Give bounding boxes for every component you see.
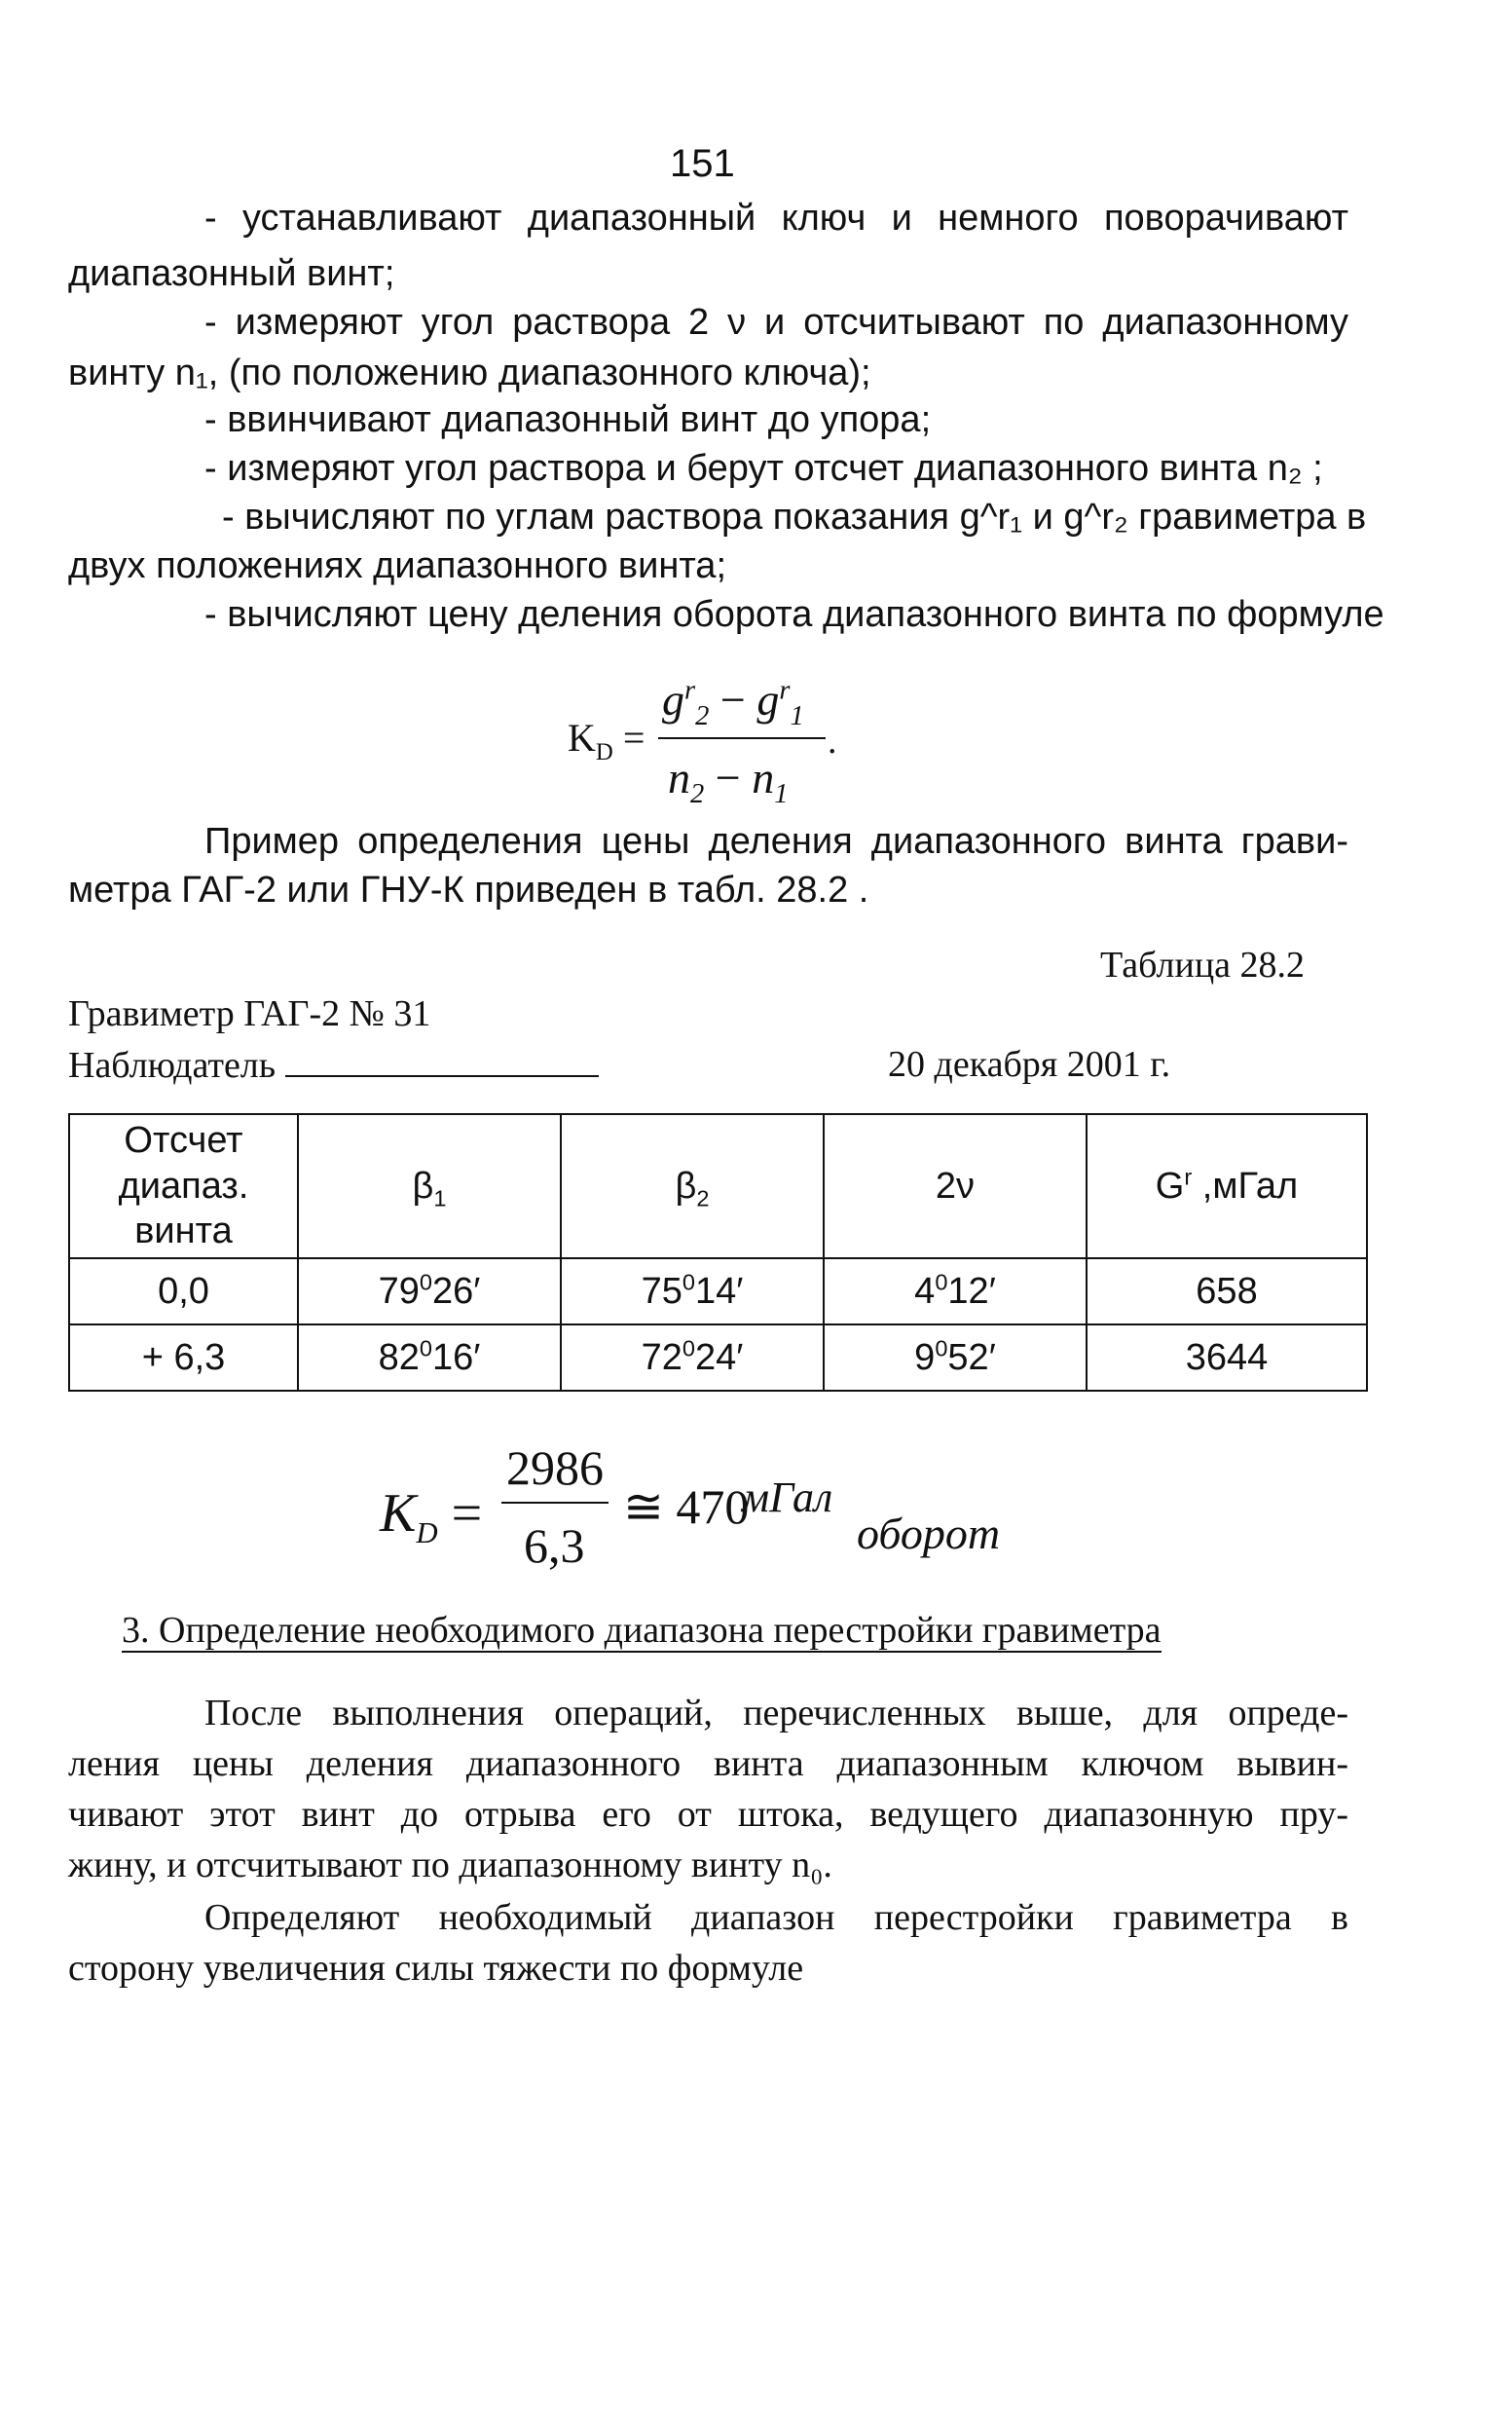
formula-result-lhs: $K_D$ =	[380, 1483, 483, 1550]
cell-beta1: $79^026'$	[298, 1258, 561, 1324]
page-number: 151	[670, 142, 735, 185]
step-line-3: - измеряют угол раствора 2 ν и отсчитывают по диапазонному	[204, 302, 1348, 343]
formula-result-denominator: 6,3	[524, 1518, 585, 1573]
para1-line-3: чивают этот винт до отрыва его от штока, ведущего диапазонную пру-	[68, 1794, 1348, 1835]
formula-result-unit-den: оборот	[857, 1509, 1001, 1558]
section-heading: 3. Определение необходимого диапазона перестройки гравиметра	[122, 1610, 1162, 1651]
header-screw-reading-l1: Отсчет	[124, 1120, 243, 1162]
step-line-4: винту n₁, (по положению диапазонного ключа);	[68, 353, 871, 393]
cell-reading: + 6,3	[69, 1324, 298, 1391]
step-line-9: - вычисляют цену деления оборота диапазонного винта по формуле	[204, 594, 1384, 635]
formula-kd-denominator: $n_2 - n_1$	[668, 753, 789, 810]
cell-gravity: 658	[1087, 1258, 1367, 1324]
header-screw-reading	[69, 1114, 298, 1258]
header-beta2: $\beta_2$	[561, 1114, 824, 1258]
observation-date: 20 декабря 2001 г.	[888, 1044, 1171, 1085]
step-line-5: - ввинчивают диапазонный винт до упора;	[204, 399, 932, 440]
gravimeter-label: Гравиметр ГАГ-2 № 31	[68, 993, 431, 1034]
formula-result-approx: ≅ 470	[623, 1479, 750, 1534]
observer-blank-line	[285, 1046, 599, 1077]
step-line-1: - устанавливают диапазонный ключ и немного поворачивают	[204, 198, 1348, 239]
cell-reading: 0,0	[69, 1258, 298, 1324]
cell-2nu: $4^012'$	[824, 1258, 1087, 1324]
observer-label: Наблюдатель	[68, 1046, 599, 1084]
header-screw-reading-l3: винта	[134, 1211, 233, 1252]
formula-result-numerator: 2986	[506, 1440, 604, 1495]
table-row	[69, 1258, 1367, 1324]
para1-line-2: ления цены деления диапазонного винта диапазонным ключом вывин-	[68, 1743, 1348, 1784]
example-line-2: метра ГАГ-2 или ГНУ-К приведен в табл. 28.2 .	[68, 870, 869, 911]
cell-beta2: $72^024'$	[561, 1324, 824, 1391]
example-line-1: Пример определения цены деления диапазонного винта грави-	[204, 821, 1348, 862]
step-line-6: - измеряют угол раствора и берут отсчет диапазонного винта n₂ ;	[204, 448, 1323, 489]
formula-result-fraction-bar	[501, 1502, 608, 1504]
para1-line-1: После выполнения операций, перечисленных выше, для опреде-	[204, 1693, 1348, 1733]
para2-line-1: Определяют необходимый диапазон перестройки гравиметра в	[204, 1897, 1348, 1938]
cell-beta1: $82^016'$	[298, 1324, 561, 1391]
table-row	[69, 1324, 1367, 1391]
formula-result-unit-num: мГал	[742, 1473, 833, 1521]
step-line-2: диапазонный винт;	[68, 253, 395, 294]
table-caption: Таблица 28.2	[1100, 945, 1306, 986]
header-beta1: $\beta_1$	[298, 1114, 561, 1258]
cell-gravity: 3644	[1087, 1324, 1367, 1391]
formula-kd-numerator: $g^r_2 - g^r_1$	[662, 675, 804, 732]
step-line-7: - вычисляют по углам раствора показания g^r₁ и g^r₂ гравиметра в	[222, 497, 1367, 538]
header-2nu: 2ν	[824, 1114, 1087, 1258]
formula-kd-lhs: $K_D$ =	[568, 716, 645, 765]
para2-line-2: сторону увеличения силы тяжести по формуле	[68, 1948, 804, 1989]
header-gravity: $G^r$ ,мГал	[1087, 1114, 1367, 1258]
para1-line-4: жину, и отсчитывают по диапазонному винту n₀.	[68, 1845, 832, 1885]
formula-kd-fraction-bar	[658, 737, 826, 739]
cell-beta2: $75^014'$	[561, 1258, 824, 1324]
header-screw-reading-l2: диапаз.	[118, 1165, 249, 1207]
table-header-row	[69, 1114, 1367, 1258]
formula-kd-period: .	[828, 721, 837, 762]
step-line-8: двух положениях диапазонного винта;	[68, 545, 727, 586]
cell-2nu: $9^052'$	[824, 1324, 1087, 1391]
calibration-table	[68, 1113, 1368, 1392]
